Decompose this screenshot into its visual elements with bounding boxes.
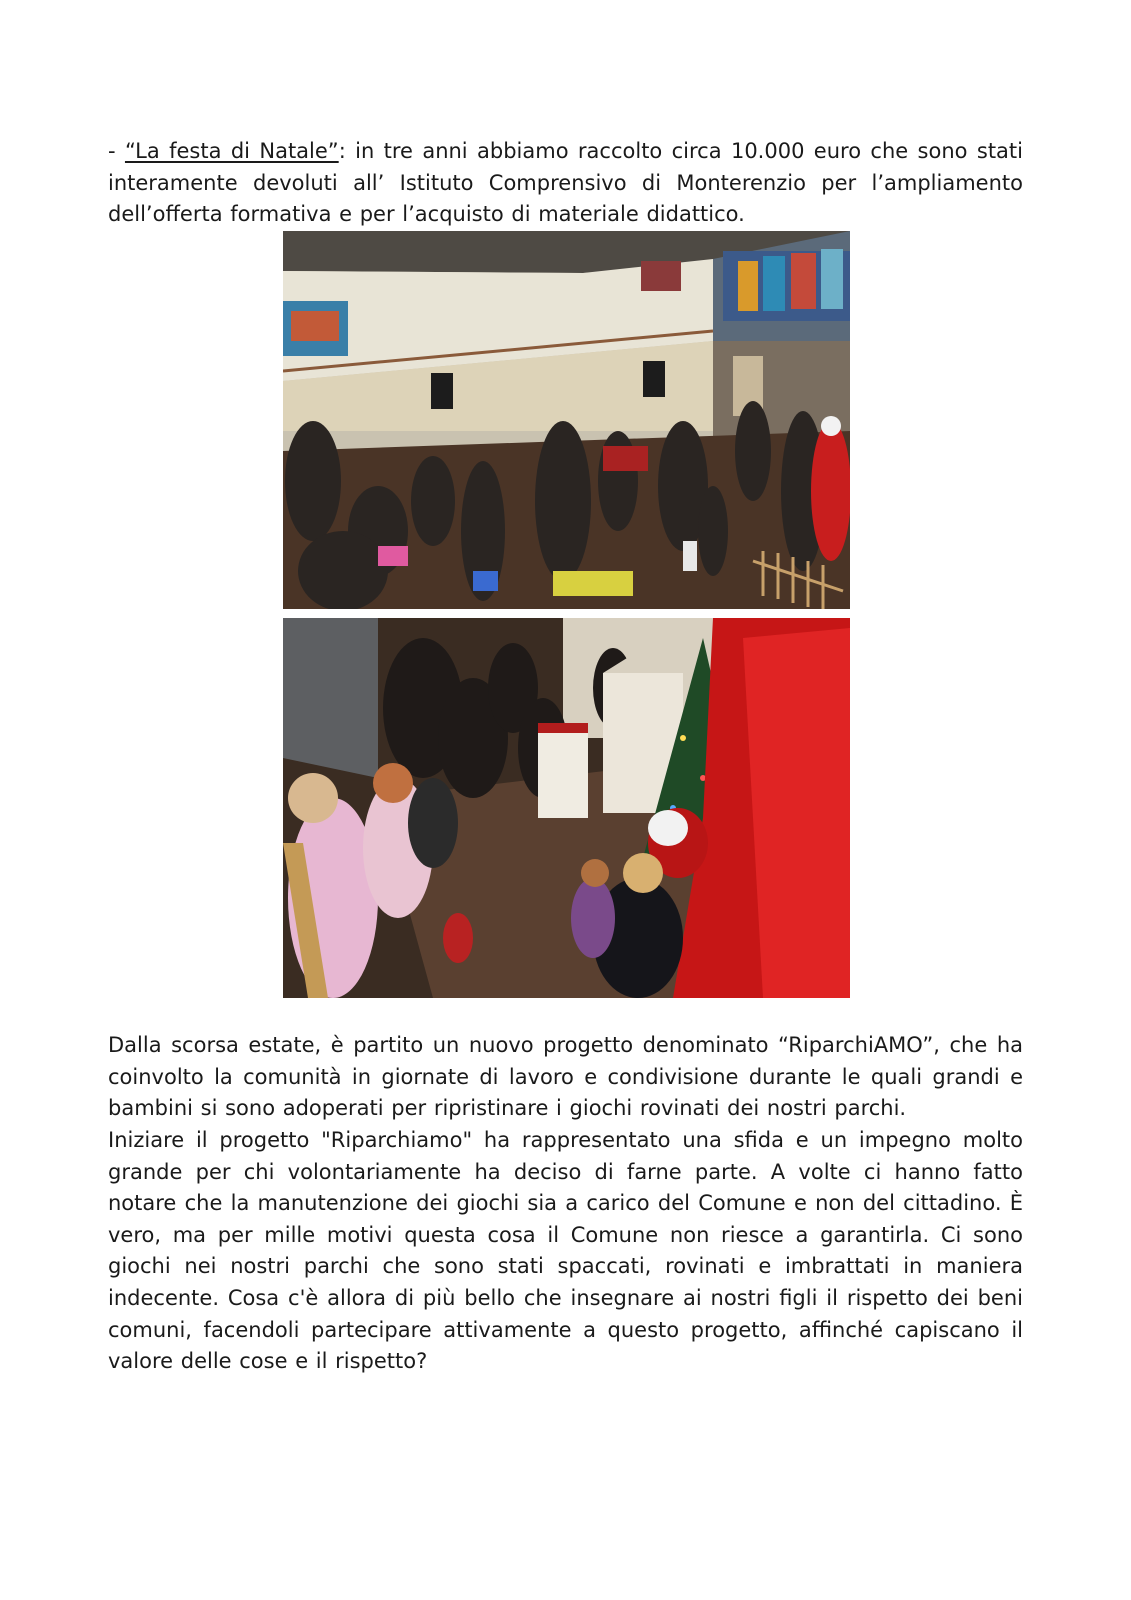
photo-christmas-party-hall [283, 231, 850, 609]
intro-paragraph [108, 136, 1023, 231]
riparchiamo-intro-paragraph: Dalla scorsa estate, è partito un nuovo progetto denominato “RiparchiAMO”, che ha coinvolto la comunità in giornate di lavoro e condivisione durante le quali grandi e bambini si sono adoperati per ripristinare i giochi rovinati dei nostri parchi. [108, 1033, 1023, 1121]
santa-photo-illustration [283, 618, 850, 998]
dash: - [108, 139, 125, 163]
intro-body: : in tre anni abbiamo raccolto circa 10.000 euro che sono stati interamente devoluti all’ Istituto Comprensivo di Monterenzio per l’ampliamento dell’offerta formativa e per l’acquisto di materiale didattico. [108, 139, 1023, 227]
hall-photo-illustration [283, 231, 850, 609]
riparchiamo-body-paragraph: Iniziare il progetto "Riparchiamo" ha rappresentato una sfida e un impegno molto grande per chi volontariamente ha deciso di farne parte. A volte ci hanno fatto notare che la manutenzione dei giochi sia a carico del Comune e non del cittadino. È vero, ma per mille motivi questa cosa il Comune non riesce a garantirla. Ci sono giochi nei nostri parchi che sono stati spaccati, rovinati e imbrattati in maniera indecente. Cosa c'è allora di più bello che insegnare ai nostri figli il rispetto dei beni comuni, facendoli partecipare attivamente a questo progetto, affinché capiscano il valore delle cose e il rispetto? [108, 1128, 1023, 1374]
event-title: “La festa di Natale” [124, 139, 339, 163]
photo-santa-with-children [283, 618, 850, 998]
